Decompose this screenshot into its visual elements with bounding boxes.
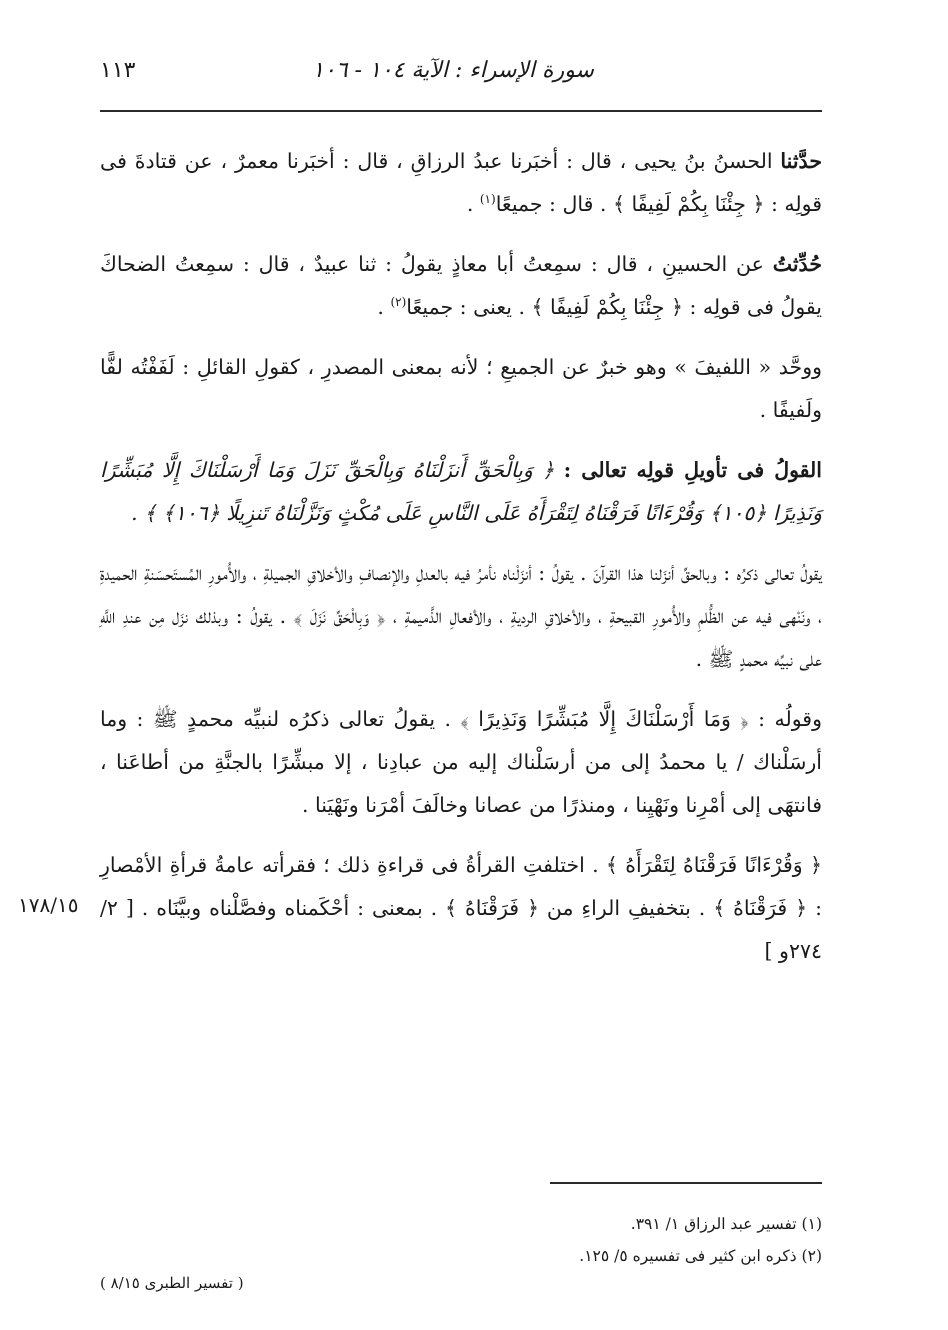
footnotes (100, 1208, 822, 1272)
page-number: ١١٣ (100, 58, 136, 83)
paragraph-tail: . (466, 192, 480, 216)
paragraph-tail: . (377, 295, 391, 319)
paragraph-text: ﴿ وَقُرْءَانًا فَرَقْنَاهُ لِتَقْرَأَهُ ﴾ . اختلفتِ القرأةُ فى قراءةِ ذلك ؛ فقرأته عامةُ قرأةِ الأمْصارِ : ﴿ فَرَقْنَاهُ ﴾ . بتخفيفِ الراءِ من ﴿ فَرَقْنَاهُ ﴾ . بمعنى : أحْكَمناه وفصَّلْناه وبيَّنَاه . [ ٢/ ٢٧٤و ] (100, 853, 822, 963)
paragraph-text: يقولُ تعالى ذكرُه : وبالحقِّ أنزَلنا هذا القرآنَ . يقولُ : أنزَلْناه نأمرُ فيه بالعدلِ والإنصافِ والأخلاقِ الجميلةِ ، والأُمورِ المُستَحسَنةِ الحميدةِ ، ونَنْهى فيه عن الظُّلمِ والأُمورِ القبيحةِ ، والأخلاقِ الرديةِ ، والأفعالِ الذَّميمةِ ، ﴿ وَبِالْحَقِّ نَزَلَ ﴾ . يقولُ : وبذلك نزَل مِن عندِ اللَّهِ على نبيِّه محمدٍ ﷺ . (100, 561, 822, 671)
running-head (100, 58, 822, 98)
paragraph-3 (100, 346, 822, 432)
quran-verse: ﴿ وَبِالْحَقِّ أَنزَلْنَاهُ وَبِالْحَقِّ نَزَلَ وَمَا أَرْسَلْنَاكَ إِلَّا مُبَشِّرًا وَنَذِيرًا ﴿١٠٥﴾ وَقُرْءَانًا فَرَقْنَاهُ لِتَقْرَأَهُ عَلَى النَّاسِ عَلَى مُكْثٍ وَنَزَّلْنَاهُ تَنزِيلًا ﴿١٠٦﴾ ﴾ . (100, 458, 822, 525)
footnote-1: (١) تفسير عبد الرزاق ١/ ٣٩١. (630, 1215, 822, 1233)
section-heading: القولُ فى تأويلِ قولِه تعالى : (563, 458, 822, 482)
footnote-2: (٢) ذكره ابن كثير فى تفسيره ٥/ ١٢٥. (579, 1247, 822, 1265)
paragraph-text: ووحَّد « اللفيفَ » وهو خبرٌ عن الجميعِ ؛ لأنه بمعنى المصدرِ ، كقولِ القائلِ : لَفَفْتُه لفًّا ولَفيفًا . (100, 355, 822, 422)
header-rule (100, 110, 822, 112)
paragraph-text: عن الحسينِ ، قال : سمِعتُ أبا معاذٍ يقولُ : ثنا عبيدٌ ، قال : سمِعتُ الضحاكَ يقولُ فى قولِه : ﴿ جِئْنَا بِكُمْ لَفِيفًا ﴾ . يعنى : جميعًا (100, 252, 822, 319)
paragraph-1 (100, 140, 822, 226)
paragraph-text: الحسنُ بنُ يحيى ، قال : أخبَرنا عبدُ الرزاقِ ، قال : أخبَرنا معمرٌ ، عن قتادةَ فى قولِه : ﴿ جِئْنَا بِكُمْ لَفِيفًا ﴾ . قال : جميعًا (100, 149, 822, 216)
paragraph-text: وقولُه : ﴿ وَمَا أَرْسَلْنَاكَ إِلَّا مُبَشِّرًا وَنَذِيرًا ﴾ . يقولُ تعالى ذكرُه لنبيِّه محمدٍ ﷺ : وما أرسَلْناك / يا محمدُ إلى من أرسَلْناك إليه من عبادِنا ، إلا مبشِّرًا بالجنَّةِ من أطاعَنا ، فانتهَى إلى أمْرِنا ونَهْيِنا ، ومنذرًا من عصانا وخالَفَ أمْرَنا ونَهْيَنا . (100, 707, 822, 817)
footnote-ref[interactable]: (١) (479, 192, 496, 207)
paragraph-4-heading (100, 449, 822, 535)
paragraph-lead: حُدِّثتُ (772, 252, 822, 276)
margin-reference: ١٧٨/١٥ (18, 893, 79, 917)
paragraph-2 (100, 243, 822, 329)
paragraph-7 (100, 844, 822, 973)
footnote-ref[interactable]: (٢) (390, 295, 407, 310)
volume-tag: ( تفسير الطبرى ٨/١٥ ) (100, 1274, 244, 1292)
body-text (100, 140, 822, 990)
paragraph-5 (100, 552, 822, 681)
running-title: سورة الإسراء : الآية ١٠٤ - ١٠٦ (312, 58, 594, 83)
paragraph-6 (100, 698, 822, 827)
footnote-rule (550, 1182, 822, 1184)
paragraph-lead: حدَّثنا (780, 149, 822, 173)
